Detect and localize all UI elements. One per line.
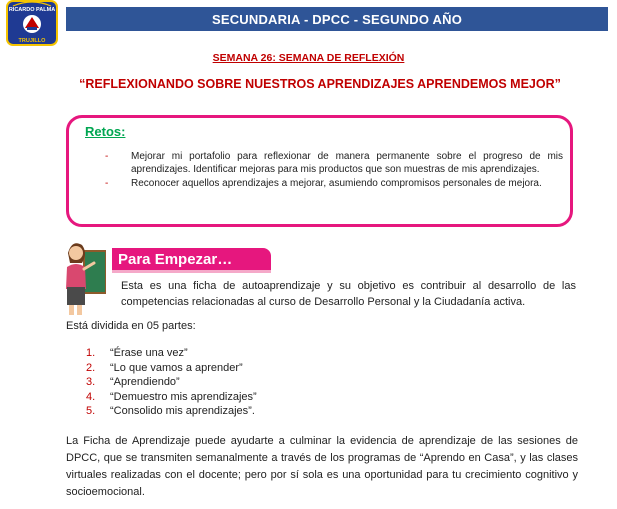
- dash-bullet: -: [105, 151, 109, 162]
- retos-box: [66, 115, 573, 227]
- list-item: 1. “Érase una vez”: [86, 347, 188, 359]
- parts-intro: Está dividida en 05 partes:: [66, 320, 196, 332]
- page-title: “REFLEXIONANDO SOBRE NUESTROS APRENDIZAJES APRENDEMOS MEJOR”: [79, 77, 561, 91]
- logo-text-bottom: TRUJILLO: [18, 38, 46, 44]
- logo-text-top: RICARDO PALMA: [8, 7, 56, 13]
- list-item: - Reconocer aquellos aprendizajes a mejorar, asumiendo compromisos personales de mejora.: [105, 178, 542, 189]
- dash-bullet: -: [105, 178, 109, 189]
- intro-paragraph: Esta es una ficha de autoaprendizaje y su objetivo es contribuir al desarrollo de las competencias relacionadas al curso de Desarrollo Personal y la Ciudadanía activa.: [121, 280, 576, 308]
- header-banner: SECUNDARIA - DPCC - SEGUNDO AÑO: [66, 7, 608, 31]
- parts-list: [86, 346, 257, 419]
- list-item: 2. “Lo que vamos a aprender”: [86, 361, 243, 374]
- list-item: 3. “Aprendiendo”: [86, 376, 180, 388]
- teacher-illustration-icon: [62, 237, 106, 317]
- school-logo: [3, 0, 61, 46]
- list-item: - Mejorar mi portafolio para reflexionar de manera permanente sobre el progreso de mis aprendizajes. Identificar mejoras para mis productos que son muestras de mis aprendizajes.: [105, 151, 563, 175]
- closing-paragraph: La Ficha de Aprendizaje puede ayudarte a culminar la evidencia de aprendizaje de las sesiones de DPCC, que se transmiten semanalmente a través de los programas de “Aprendo en Casa”, y las clases virtuales realizadas con el docente; pero por sí sola es una oportunidad para tu crecimiento cognitivo y socioemocional.: [66, 435, 578, 498]
- retos-list: [105, 151, 563, 193]
- list-item: 5. “Consolido mis aprendizajes”.: [86, 405, 255, 417]
- para-empezar-badge: Para Empezar…: [112, 248, 271, 270]
- retos-heading: Retos:: [85, 124, 126, 139]
- week-heading: SEMANA 26: SEMANA DE REFLEXIÓN: [212, 52, 405, 64]
- list-item: 4. “Demuestro mis aprendizajes”: [86, 390, 257, 403]
